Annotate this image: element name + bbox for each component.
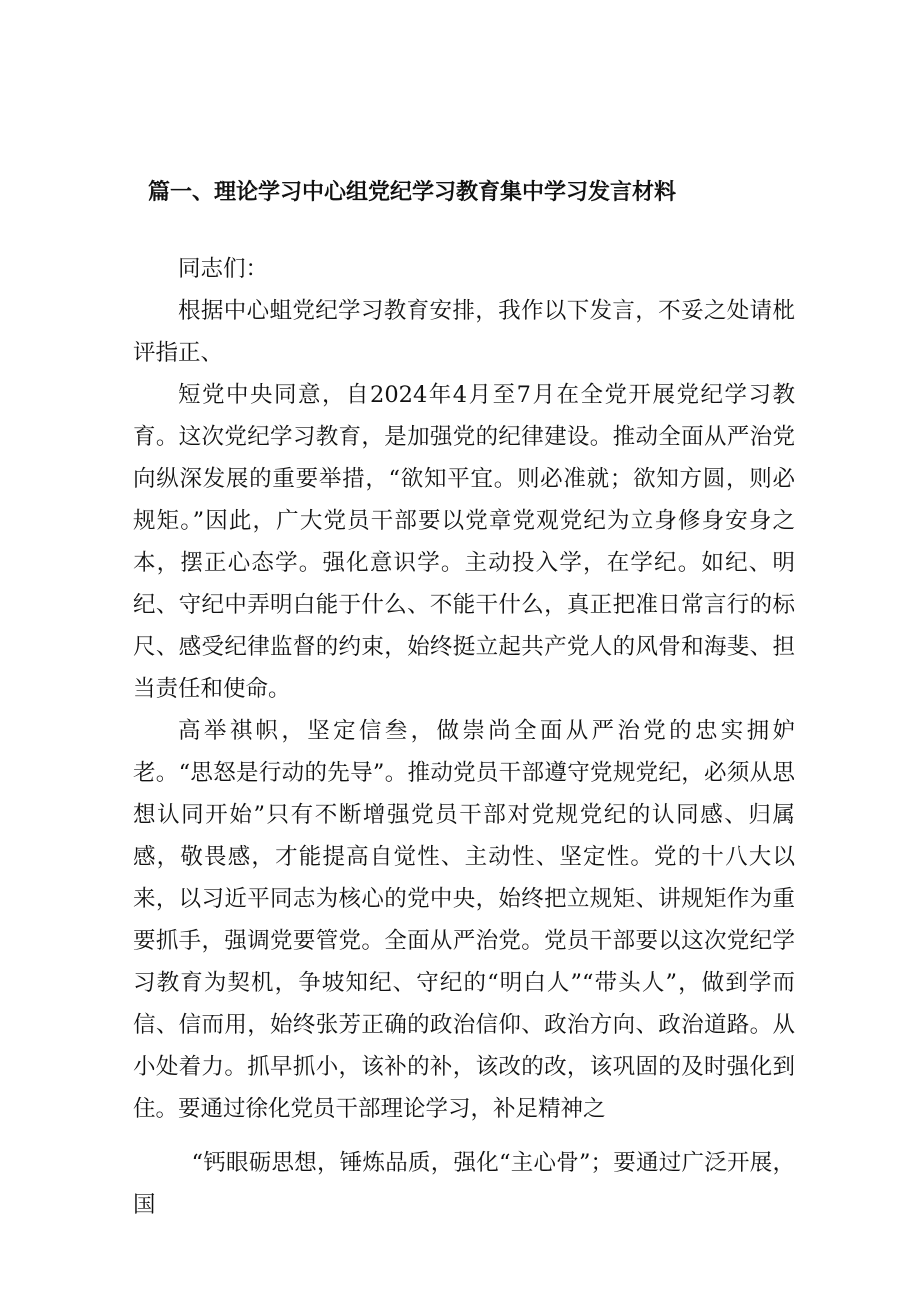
document-title: 篇一、理论学习中心组党纪学习教育集中学习发言材料	[148, 179, 677, 205]
document-body	[133, 248, 795, 1226]
intro-paragraph: 根据中心蛆党纪学习教育安排，我作以下发言，不妥之处请枇评指正、	[133, 298, 795, 366]
body-paragraph-3: “钙眼砺思想，锤炼品质，强化“主心骨”；要通过广泛开展，国	[133, 1150, 795, 1218]
salutation-paragraph: 同志们：	[178, 256, 269, 282]
body-paragraph-1: 短党中央同意，自2024年4月至7月在全党开展党纪学习教育。这次党纪学习教育，是加强党的纪律建设。推动全面从严治党向纵深发展的重要举措，“欲知平宜。则必准就；欲知方圆，则必规矩。”因此，广大党员干部要以党章党观党纪为立身修身安身之本，摆正心态学。强化意识学。主动投入学，在学纪。如纪、明纪、守纪中弄明白能于什么、不能干什么，真正把准日常言行的标尺、感受纪律监督的约束，始终挺立起共产党人的风骨和海斐、担当责任和使命。	[133, 382, 795, 702]
body-paragraph-2: 高举祺帜，坚定信叁，做崇尚全面从严治党的忠实拥妒老。“思怒是行动的先导”。推动党员干部遵守党规党纪，必须从思想认同开始”只有不断增强党员干部对党规党纪的认同感、归属感，敬畏感，才能提高自觉性、主动性、坚定性。党的十八大以来，以习近平同志为核心的党中央，始终把立规矩、讲规矩作为重要抓手，强调党要管党。全面从严治党。党员干部要以这次党纪学习教育为契机，争坡知纪、守纪的“明白人”“带头人”，做到学而信、信而用，始终张芳正确的政治信仰、政治方向、政治道路。从小处着力。抓早抓小，该补的补，该改的改，该巩固的及时强化到住。要通过徐化党员干部理论学习，补足精神之	[133, 718, 795, 1122]
